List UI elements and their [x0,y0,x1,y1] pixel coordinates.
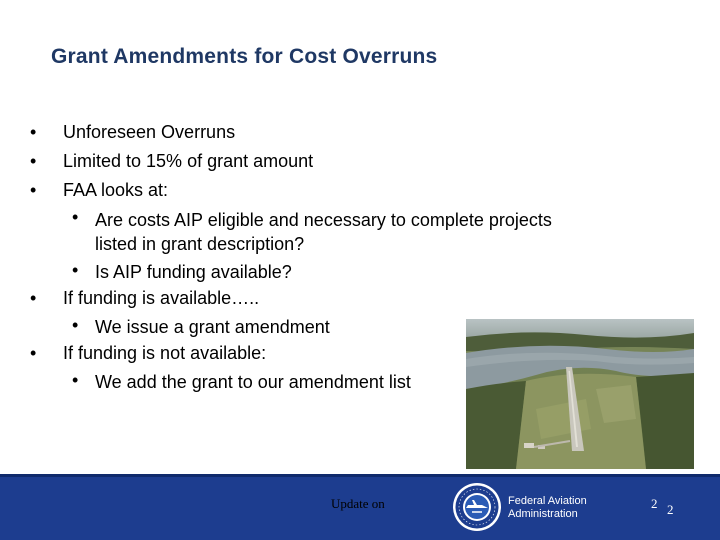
update-text: Update on [331,496,385,511]
page-number-secondary: 2 [667,502,674,517]
bullet-icon: • [30,343,37,363]
faa-seal-icon [452,482,502,532]
bullet-text: Unforeseen Overruns [63,122,236,142]
bullet-icon: • [72,315,79,335]
sub-bullet-text: We add the grant to our amendment list [95,372,411,392]
sub-bullet-text: Are costs AIP eligible and necessary to complete projects [95,210,552,230]
sub-bullet-text: We issue a grant amendment [95,317,330,337]
bullet-item [30,118,670,147]
sub-bullet-text-continued: listed in grant description? [95,234,305,254]
agency-name-line2: Administration [508,508,578,520]
sub-bullet-item [30,258,670,284]
agency-name [508,495,587,521]
bullet-item [30,147,670,176]
bullet-icon: • [30,180,37,200]
sub-bullet-item [30,205,670,258]
bullet-icon: • [72,260,79,280]
agency-name-line1: Federal Aviation [508,495,587,507]
bullet-item [30,176,670,205]
bullet-text: If funding is available….. [63,288,260,308]
bullet-icon: • [30,288,37,308]
bullet-icon: • [72,207,79,227]
aerial-photo-graphic [466,319,694,469]
bullet-item [30,284,670,313]
sub-bullet-text: Is AIP funding available? [95,262,292,282]
page-number: 2 [651,496,658,511]
aerial-airstrip-photo [466,319,694,469]
bullet-text: If funding is not available: [63,343,267,363]
slide-title: Grant Amendments for Cost Overruns [51,45,438,68]
bullet-icon: • [72,370,79,390]
bullet-icon: • [30,122,37,142]
bullet-icon: • [30,151,37,171]
bullet-text: FAA looks at: [63,180,169,200]
bullet-text: Limited to 15% of grant amount [63,151,314,171]
